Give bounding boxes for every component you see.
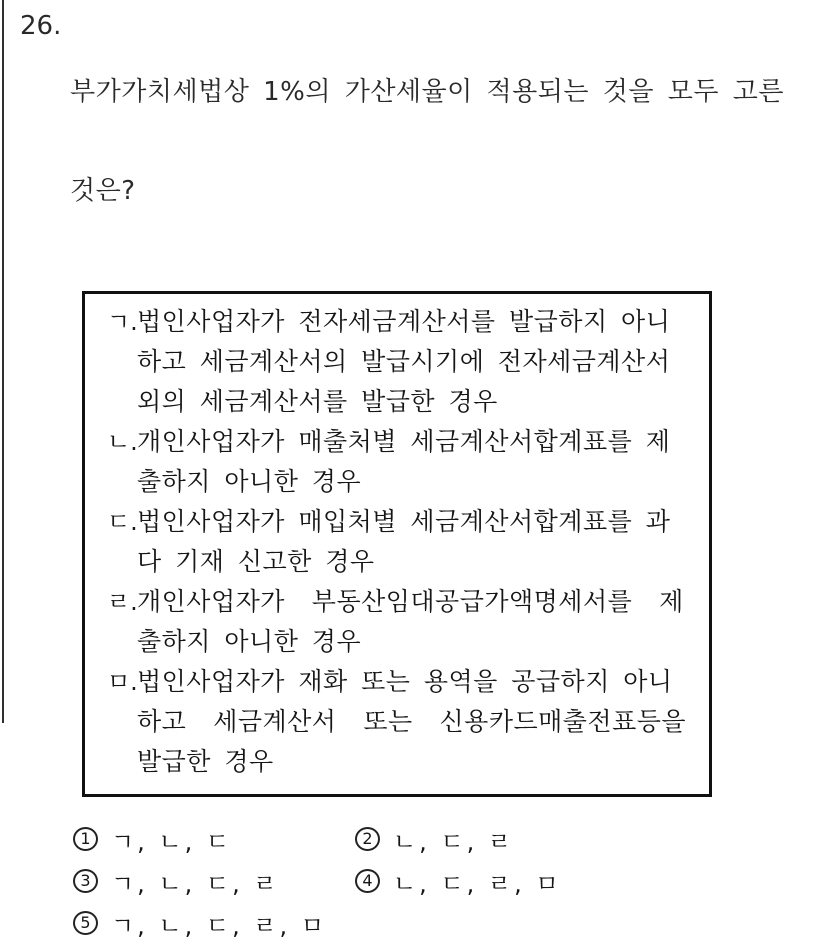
- circled-number-2: 2: [355, 827, 380, 851]
- option-text: ㄴ, ㄷ, ㄹ, ㅁ: [393, 869, 562, 898]
- answer-options: [73, 818, 806, 944]
- item-text-line: 개인사업자가 매출처별 세금계산서합계표를 제: [137, 427, 671, 456]
- item-text: [137, 302, 703, 422]
- item-text: [137, 422, 703, 502]
- item-label: ㄷ.: [107, 508, 138, 536]
- question-header: [20, 10, 806, 274]
- circled-number-3: 3: [73, 869, 98, 893]
- item-label: ㄹ.: [107, 588, 138, 616]
- circled-number-1: 1: [73, 827, 98, 851]
- item-text-line: 출하지 아니한 경우: [137, 627, 362, 656]
- item-text-line: 발급한 경우: [137, 747, 274, 776]
- item-label: ㄱ.: [107, 308, 138, 336]
- box-item-digeut: [107, 502, 703, 582]
- item-text-line: 하고 세금계산서 또는 신용카드매출전표등을: [137, 707, 687, 736]
- answer-option-5: [73, 906, 355, 941]
- answer-option-1: [73, 822, 355, 857]
- page-left-border: [2, 0, 4, 723]
- items-box: [82, 291, 712, 797]
- exam-question-26: [20, 10, 806, 944]
- item-label: ㄴ.: [107, 428, 138, 456]
- answer-option-3: [73, 864, 355, 899]
- option-text: ㄱ, ㄴ, ㄷ, ㄹ: [111, 869, 280, 898]
- question-text: [70, 10, 784, 274]
- item-text-line: 하고 세금계산서의 발급시기에 전자세금계산서: [137, 347, 671, 376]
- item-text-line: 법인사업자가 전자세금계산서를 발급하지 아니: [137, 307, 671, 336]
- item-text-line: 법인사업자가 재화 또는 용역을 공급하지 아니: [137, 667, 673, 696]
- option-text: ㄱ, ㄴ, ㄷ: [111, 827, 233, 856]
- circled-number-5: 5: [73, 911, 98, 935]
- answer-option-4: [355, 864, 806, 899]
- question-text-line2: 것은?: [70, 176, 136, 206]
- box-item-rieul: [107, 582, 703, 662]
- item-text-line: 외의 세금계산서를 발급한 경우: [137, 387, 498, 416]
- box-item-nieun: [107, 422, 703, 502]
- item-text-line: 다 기재 신고한 경우: [137, 547, 375, 576]
- item-text: [137, 502, 703, 582]
- answer-option-2: [355, 822, 806, 857]
- item-text: [137, 662, 703, 782]
- question-text-line1: 부가가치세법상 1%의 가산세율이 적용되는 것을 모두 고른: [70, 77, 785, 107]
- item-text: [137, 582, 703, 662]
- box-item-mieum: [107, 662, 703, 782]
- item-text-line: 출하지 아니한 경우: [137, 467, 362, 496]
- box-item-giyeok: [107, 302, 703, 422]
- item-text-line: 개인사업자가 부동산임대공급가액명세서를 제: [137, 587, 684, 616]
- circled-number-4: 4: [355, 869, 380, 893]
- option-text: ㄴ, ㄷ, ㄹ: [393, 827, 515, 856]
- item-text-line: 법인사업자가 매입처별 세금계산서합계표를 과: [137, 507, 671, 536]
- question-number: 26.: [20, 11, 62, 41]
- item-label: ㅁ.: [107, 668, 138, 696]
- option-text: ㄱ, ㄴ, ㄷ, ㄹ, ㅁ: [111, 911, 327, 940]
